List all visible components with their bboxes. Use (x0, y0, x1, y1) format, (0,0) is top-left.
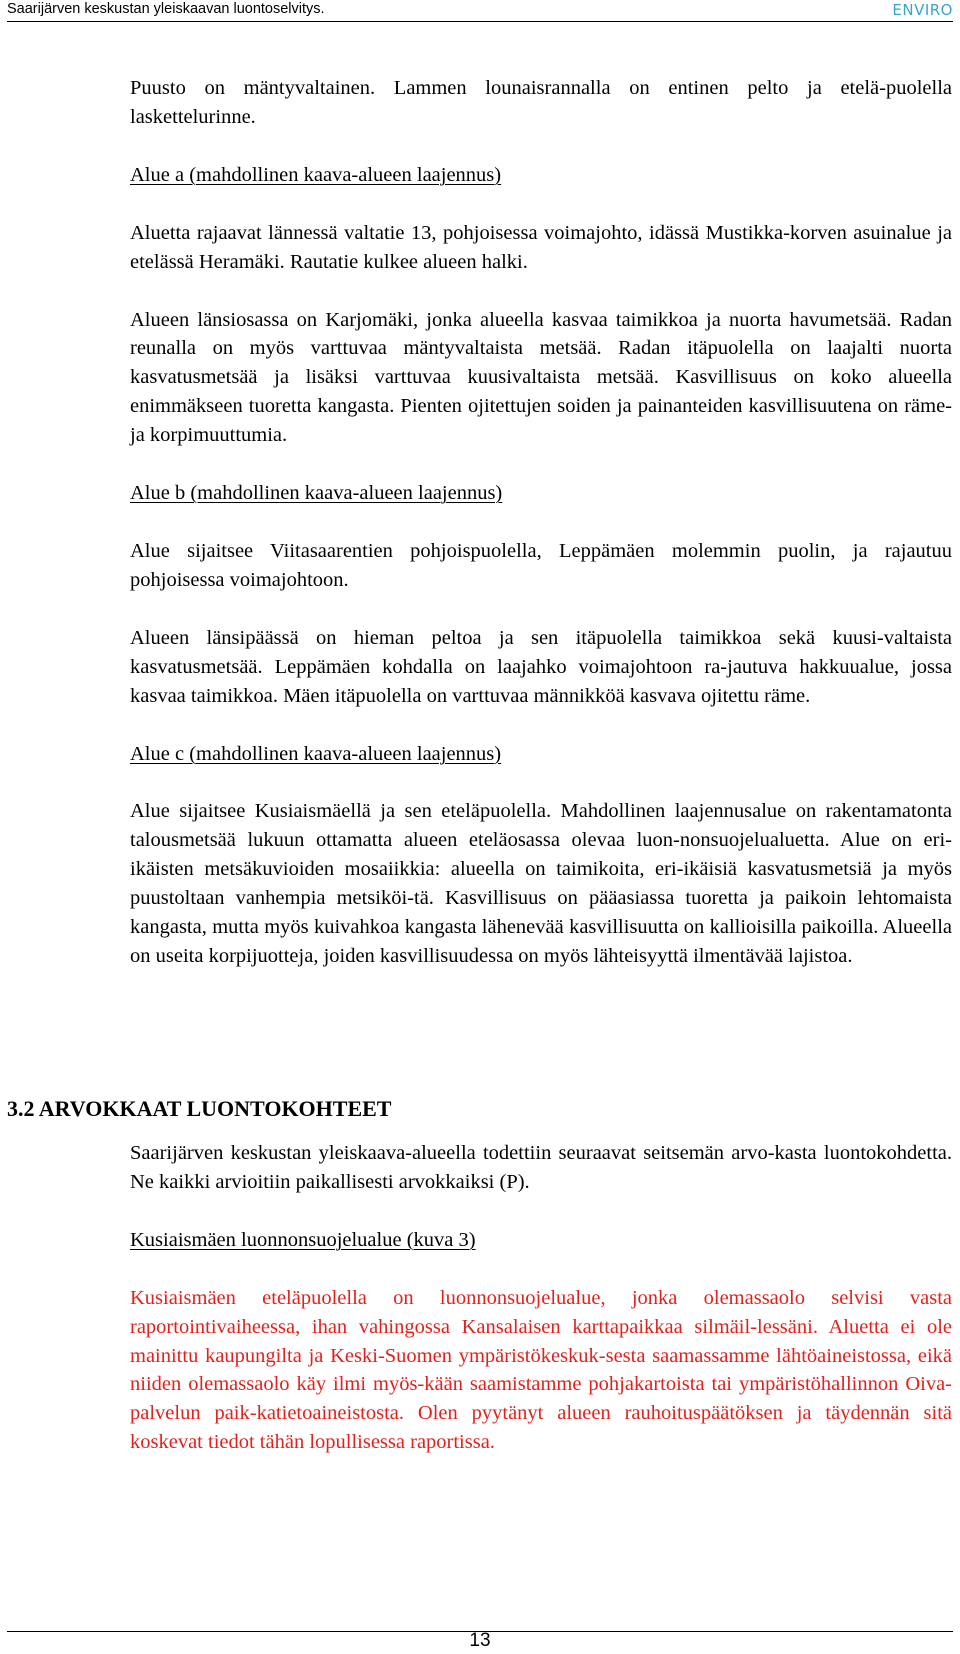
heading-alue-c: Alue c (mahdollinen kaava-alueen laajennus) (130, 742, 502, 765)
heading-alue-b: Alue b (mahdollinen kaava-alueen laajennus) (130, 482, 503, 505)
paragraph-luontokohteet: Saarijärven keskustan yleiskaava-alueella todettiin seuraavat seitsemän arvo-kasta luontokohdetta. Ne kaikki arvioitiin paikallisesti arvokkaiksi (P). (130, 1142, 952, 1193)
paragraph-alue-a-kasvillisuus: Alueen länsiosassa on Karjomäki, jonka alueella kasvaa taimikkoa ja nuorta havumetsää. Radan reunalla on myös varttuvaa mäntyvaltaista metsää. Radan itäpuolella on laajalti nuorta kasvatusmetsää ja lisäksi varttuvaa kuusivaltaista metsää. Kasvillisuus on koko alueella enimmäkseen tuoretta kangasta. Pienten ojitettujen soiden ja painanteiden kasvillisuutena on räme- ja korpimuuttumia. (130, 308, 952, 447)
paragraph-alue-b-sijainti: Alue sijaitsee Viitasaarentien pohjoispuolella, Leppämäen molemmin puolin, ja rajautuu pohjoisessa voimajohtoon. (130, 539, 952, 591)
section-body (130, 1139, 952, 1457)
paragraph-alue-b-kasvillisuus: Alueen länsipäässä on hieman peltoa ja sen itäpuolella taimikkoa sekä kuusi-valtaista kasvatusmetsää. Leppämäen kohdalla on laajahko voimajohtoon ra-jautuva hakkuualue, jossa kasvaa taimikkoa. Mäen itäpuolella on varttuvaa männikköä kasvava ojitettu räme. (130, 626, 952, 707)
paragraph-alue-a-rajaus: Aluetta rajaavat lännessä valtatie 13, pohjoisessa voimajohto, idässä Mustikka-korven asuinalue ja etelässä Heramäki. Rautatie kulkee alueen halki. (130, 221, 952, 273)
paragraph-alue-c: Alue sijaitsee Kusiaismäellä ja sen eteläpuolella. Mahdollinen laajennusalue on rakentamatonta talousmetsää lukuun ottamatta alueen eteläosassa olevaa luon-nonsuojelualuetta. Alue on eri-ikäisten metsäkuvioiden mosaiikkia: alueella on taimikoita, eri-ikäisiä kasvatusmetsiä ja myös puustoltaan vanhempia metsiköi-tä. Kasvillisuus on pääasiassa tuoretta ja paikoin lehtomaista kangasta, mutta myös kuivahkoa kangasta lähenevää kasvillisuutta on kallioisilla paikoilla. Alueella on useita korpijuotteja, joiden kasvillisuudessa on myös lähteisyyttä ilmentävää lajistoa. (130, 800, 952, 967)
heading-kusiaismaki: Kusiaismäen luonnonsuojelualue (kuva 3) (130, 1228, 476, 1251)
paragraph-puusto: Puusto on mäntyvaltainen. Lammen lounaisrannalla on entinen pelto ja etelä-puolella laskettelurinne. (130, 77, 952, 128)
paragraph-kusiaismaki-red: Kusiaismäen eteläpuolella on luonnonsuojelualue, jonka olemassaolo selvisi vasta raportointivaiheessa, ihan vahingossa Kansalaisen karttapaikkaa silmäil-lessäni. Aluetta ei ole mainittu kaupungilta ja Keski-Suomen ympäristökeskuk-sesta saamassamme lähtöaineistossa, eikä niiden olemassaolo käy ilmi myös-kään saamistamme pohjakartoista tai ympäristöhallinnon Oiva-palvelun paik-katietoaineistosta. Olen pyytänyt alueen rauhoituspäätöksen ja täydennän sitä koskevat tiedot tähän lopullisessa raportissa. (130, 1286, 952, 1454)
heading-alue-a: Alue a (mahdollinen kaava-alueen laajennus) (130, 163, 502, 186)
header-divider (7, 21, 953, 22)
page-body (130, 74, 952, 971)
page-header (0, 0, 960, 22)
enviro-logo: ENVIRO (892, 1, 953, 19)
document-title: Saarijärven keskustan yleiskaavan luontoselvitys. (7, 1, 325, 17)
page-number: 13 (469, 1630, 491, 1651)
section-heading: 3.2 ARVOKKAAT LUONTOKOHTEET (7, 1096, 392, 1121)
